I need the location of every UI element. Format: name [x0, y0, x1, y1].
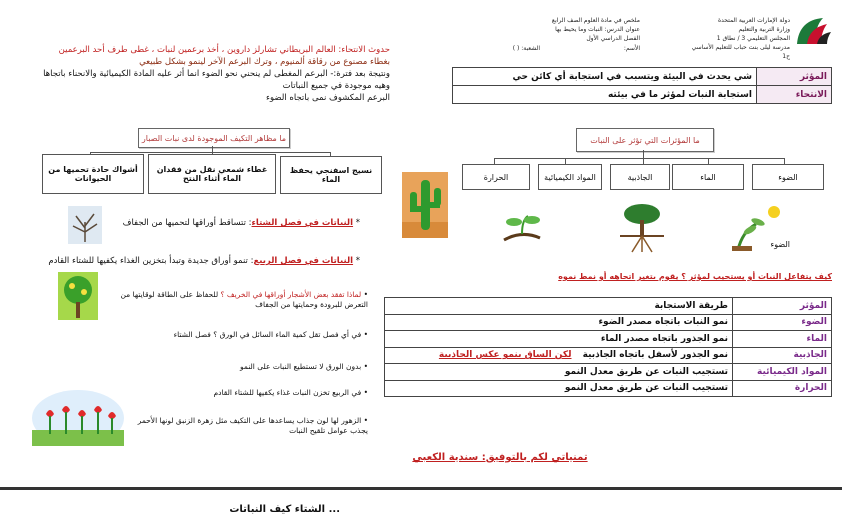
emirates-logo — [793, 14, 833, 48]
definition-text: استجابة النبات لمؤثر ما في بيئته — [453, 86, 757, 104]
response-cell: تستجيب النبات عن طريق معدل النمو — [385, 380, 733, 397]
intro-line: وهيه موجودة في جميع النباتات — [282, 81, 390, 91]
bullet-answer: للحفاظ على الطاقة لوقايتها من التعرض للبرودة وحمايتها من الجفاف — [120, 290, 368, 309]
next-page-strip — [0, 490, 842, 517]
cactus-item-text: أشواك حادة تحميها من الحيوانات — [48, 165, 138, 183]
response-text: نمو الجذور لأسفل باتجاه الجاذبية — [582, 350, 728, 361]
cactus-item-text: غطاء شمعي نقل من فقدان الماء أثناء النتح — [156, 165, 268, 183]
next-page-text-span: ... الشتاء كيف النباتات — [229, 504, 340, 515]
school-line: وزارة التربية والتعليم — [738, 26, 790, 33]
stimulus-cell: الحرارة — [733, 380, 832, 397]
definition-text: شي يحدث في البيئة ويتسبب في استجابة أي كائن حي — [453, 68, 757, 86]
definition-row — [453, 86, 832, 104]
light-caption — [740, 240, 790, 249]
light-caption-text: الضوء — [770, 240, 790, 249]
response-row — [385, 347, 832, 364]
cactus-title-box — [138, 128, 290, 148]
lesson-line: ملخص في مادة العلوم الصف الرابع — [551, 17, 640, 24]
response-question — [380, 272, 832, 281]
next-page-text — [190, 504, 340, 515]
response-row — [385, 314, 832, 331]
response-row — [385, 331, 832, 348]
influence-label: المواد الكيميائية — [544, 172, 596, 182]
lesson-info — [520, 16, 640, 43]
school-line: مدرسة ليلى بنت حباب للتعليم الأساسي ح1 — [691, 44, 790, 60]
definition-term: المؤثر — [757, 68, 832, 86]
response-row — [385, 364, 832, 381]
influence-light — [752, 164, 824, 190]
stimulus-cell: الضوء — [733, 314, 832, 331]
bullet-answer: في أي فصل تقل كمية الماء السائل في الورق ؟ فصل الشتاء — [173, 330, 362, 339]
intro-line: حدوث الانتحاء: العالم البريطاني تشارلز داروين ، أخذ برعمين لنبات ، غطى طرف أحد البرعمين — [58, 45, 390, 55]
connector-line — [494, 158, 784, 159]
bullet-answer: بدون الورق لا تستطيع النبات على النمو — [240, 362, 362, 371]
stimulus-cell: المواد الكيميائية — [733, 364, 832, 381]
winter-line: * النباتات في فصل الشتاء: تتساقط أوراقها لتحميها من الجفاف — [122, 218, 360, 228]
response-cell: نمو الجذور باتجاه مصدر الماء — [385, 331, 733, 348]
tree-roots-image — [620, 202, 664, 254]
section-field — [470, 44, 540, 53]
spring-line: * النباتات في فصل الربيع: تنمو أوراق جديدة وتبدأ بتخزين الغذاء يكفيها للشتاء القادم — [48, 256, 360, 266]
header-cell: المؤثر — [733, 298, 832, 315]
influences-title: ما المؤثرات التي تؤثر على النبات — [590, 135, 700, 145]
bullet-item: • الزهور لها لون جذاب يساعدها على التكيف مثل زهرة الزنبق لونها الأحمر يجذب عوامل تلقيح النبات — [137, 416, 368, 435]
influence-label: الماء — [700, 172, 716, 182]
influence-heat — [462, 164, 530, 190]
connector-line — [643, 150, 644, 158]
name-label: الأسم: — [623, 45, 640, 52]
name-field — [560, 44, 640, 53]
winter-tree-image — [68, 206, 102, 244]
connector-line — [90, 152, 330, 153]
response-cell — [385, 347, 733, 364]
bullet-item: • لماذا تفقد بعض الأشجار أوراقها في الخريف ؟ للحفاظ على الطاقة لوقايتها من التعرض للبرودة وحمايتها من الجفاف — [120, 290, 368, 309]
cactus-image — [402, 172, 448, 238]
bullet-answer: في الربيع تخزن النبات غذاء يكفيها للشتاء القادم — [213, 388, 362, 397]
response-row — [385, 380, 832, 397]
cactus-item-text: نسيج اسفنجي يحفظ الماء — [289, 166, 373, 184]
winter-text: : تتساقط أوراقها لتحميها من الجفاف — [122, 218, 252, 228]
header-cell: طريقة الاستجابة — [385, 298, 733, 315]
response-extra: لكن الساق ينمو عكس الجاذبية — [438, 350, 572, 361]
intro-line: بغطاء مصنوع من رقاقة ألمنيوم ، وترك البرعم الآخر لينمو بشكل طبيعي — [139, 57, 390, 67]
influence-label: الجاذبية — [627, 172, 653, 182]
spring-title: النباتات في فصل الربيع — [253, 256, 354, 266]
response-cell: تستجيب النبات عن طريق معدل النمو — [385, 364, 733, 381]
school-info — [690, 16, 790, 61]
cactus-item — [148, 154, 276, 194]
influence-label: الحرارة — [483, 172, 509, 182]
bullet-question: لماذا تفقد بعض الأشجار أوراقها في الخريف ؟ — [220, 290, 362, 299]
cactus-title: ما مظاهر التكيف الموجودة لدى نبات الصبار — [141, 133, 287, 143]
definition-row — [453, 68, 832, 86]
bullet-item: • بدون الورق لا تستطيع النبات على النمو — [240, 362, 368, 371]
intro-line: البرعم المكشوف نمى باتجاه الضوء — [265, 93, 390, 103]
tulips-image — [32, 390, 124, 446]
influence-water — [672, 164, 744, 190]
bullet-item: • في أي فصل تقل كمية الماء السائل في الورق ؟ فصل الشتاء — [173, 330, 368, 339]
response-header-row — [385, 298, 832, 315]
signature-text: تمنياتي لكم بالتوفيق: سندية الكعبي — [412, 452, 588, 463]
lesson-line: الفصل الدراسي الأول — [586, 35, 640, 42]
response-question-text: كيف يتفاعل النبات أو يستجيب لمؤثر ؟ يقوم بتغير اتجاهه أو نمط نموه — [558, 272, 832, 281]
school-line: دولة الإمارات العربية المتحدة — [717, 17, 790, 24]
lesson-line: عنوان الدرس: النبات وما يحيط بها — [555, 26, 640, 33]
darwin-paragraph — [8, 44, 390, 104]
gravity-plant-image — [498, 210, 546, 246]
winter-title: النباتات في فصل الشتاء — [251, 218, 354, 228]
bullet-answer: الزهور لها لون جذاب يساعدها على التكيف مثل زهرة الزنبق لونها الأحمر يجذب عوامل تلقيح النبات — [137, 416, 368, 435]
definitions-table — [452, 67, 832, 104]
influence-gravity — [610, 164, 670, 190]
influence-label: الضوء — [778, 172, 798, 182]
stimulus-cell: الماء — [733, 331, 832, 348]
signature — [380, 452, 620, 463]
section-label: الشعبة: ( ) — [512, 45, 540, 52]
definition-term: الانتحاء — [757, 86, 832, 104]
spring-text: : تنمو أوراق جديدة وتبدأ بتخزين الغذاء يكفيها للشتاء القادم — [48, 256, 254, 266]
response-table — [384, 297, 832, 397]
influence-chemicals — [538, 164, 602, 190]
stimulus-cell: الجاذبية — [733, 347, 832, 364]
cactus-item — [42, 154, 144, 194]
bullet-item: • في الربيع تخزن النبات غذاء يكفيها للشتاء القادم — [213, 388, 368, 397]
response-cell: نمو النبات باتجاه مصدر الضوء — [385, 314, 733, 331]
spring-tree-image — [58, 272, 98, 320]
influences-title-box — [576, 128, 714, 152]
school-line: المجلس التعليمي 3 / نطاق 1 — [716, 35, 790, 42]
intro-line: ونتيجة بعد فترة:- البرعم المغطى لم ينحني نحو الضوء انما أثر عليه المادة الكيميائية والانحناء باتجاها — [43, 69, 390, 79]
cactus-item — [280, 156, 382, 194]
